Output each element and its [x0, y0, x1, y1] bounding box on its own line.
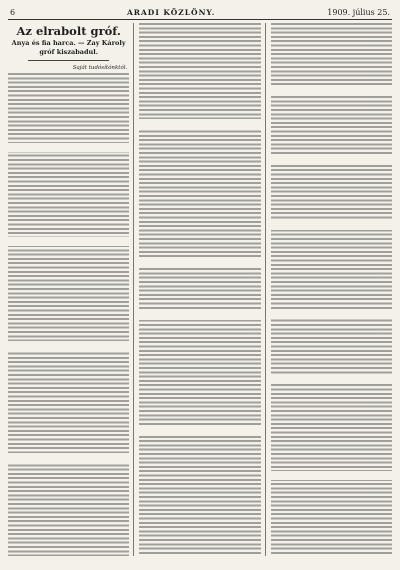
paragraph-gap: [271, 309, 392, 318]
column-1: [8, 23, 134, 556]
paragraph-gap: [8, 237, 133, 246]
paragraph-gap: [8, 341, 133, 350]
paragraph-gap: [8, 143, 133, 152]
paragraph-gap: [139, 311, 264, 320]
paper-name: ARADI KÖZLÖNY.: [126, 8, 216, 17]
column-2: [139, 23, 265, 556]
text-columns: [8, 23, 392, 556]
paragraph-gap: [139, 425, 264, 434]
paragraph-gap: [271, 87, 392, 96]
column-3: [271, 23, 392, 556]
article-headline: Az elrabolt gróf.: [16, 24, 121, 38]
page-number: 6: [10, 8, 16, 17]
article-dateline: Saját tudósítónktól.: [72, 65, 128, 71]
paragraph-gap: [8, 453, 133, 462]
headline-rule: [28, 60, 109, 61]
paragraph-gap: [139, 259, 264, 268]
paragraph-gap: [271, 221, 392, 230]
body-text-lines: [139, 23, 260, 556]
article-subheadline: Anya és fia harca. — Zay Károly gróf kiszabadul.: [11, 39, 126, 56]
paragraph-gap: [271, 375, 392, 384]
paragraph-gap: [271, 471, 392, 480]
issue-date: 1909. július 25.: [327, 8, 390, 17]
page-header: [8, 7, 392, 20]
paragraph-gap: [139, 119, 264, 128]
newspaper-page: [8, 7, 392, 556]
paragraph-gap: [271, 155, 392, 164]
